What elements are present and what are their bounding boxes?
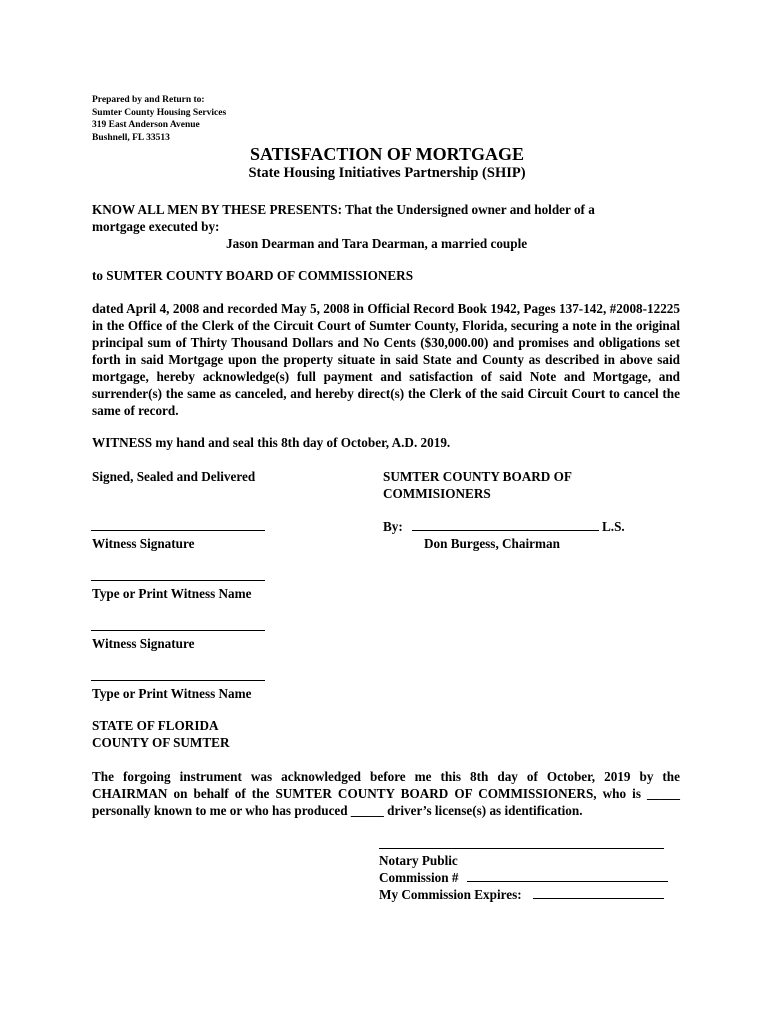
acknowledgment-line-3: personally known to me or who has produced _____ driver’s license(s) as identification. [92, 803, 583, 818]
board-name-line-1: SUMTER COUNTY BOARD OF [383, 469, 572, 484]
mortgagors-names: Jason Dearman and Tara Dearman, a married couple [226, 236, 528, 251]
chairman-signature-line [412, 530, 599, 531]
return-street: 319 East Anderson Avenue [92, 120, 200, 130]
notary-signature-line [379, 848, 664, 849]
print-witness-label-2: Type or Print Witness Name [92, 686, 252, 701]
document-title: SATISFACTION OF MORTGAGE [249, 144, 525, 164]
chairman-name: Don Burgess, Chairman [424, 536, 560, 551]
witness-line: WITNESS my hand and seal this 8th day of October, A.D. 2019. [92, 435, 451, 450]
return-city: Bushnell, FL 33513 [92, 132, 170, 143]
acknowledgment-line-2: CHAIRMAN on behalf of the SUMTER COUNTY BOARD OF COMMISSIONERS, who is _____ [92, 786, 680, 801]
commission-number-line [467, 881, 668, 882]
print-witness-line-1 [91, 580, 265, 581]
main-paragraph: dated April 4, 2008 and recorded May 5, 2008 in Official Record Book 1942, Pages 137-142, #2008-12225 in the Office of the Clerk of the Circuit Court of Sumter County, Florida, securing a note in the original principal sum of Thirty Thousand Dollars and No Cents ($30,000.00) and promises and obligations set forth in said Mortgage upon the property situate in said State and County as described in above said mortgage, hereby acknowledge(s) full payment and satisfaction of said Note and Mortgage, and surrender(s) the same as canceled, and hereby direct(s) the Clerk of the said Circuit Court to cancel the same of record. [92, 301, 680, 418]
commission-expires-line [533, 898, 664, 899]
board-name-line-2: COMMISIONERS [383, 486, 491, 501]
witness-signature-label-1: Witness Signature [92, 536, 195, 551]
witness-signature-label-2: Witness Signature [92, 636, 195, 651]
to-line: to SUMTER COUNTY BOARD OF COMMISSIONERS [92, 268, 414, 283]
signed-sealed-label: Signed, Sealed and Delivered [92, 469, 256, 484]
witness-signature-line-1 [91, 530, 265, 531]
state-label: STATE OF FLORIDA [92, 718, 219, 733]
print-witness-label-1: Type or Print Witness Name [92, 586, 252, 601]
intro-line-1: KNOW ALL MEN BY THESE PRESENTS: That the Undersigned owner and holder of a [92, 202, 595, 217]
ls-label: L.S. [602, 519, 625, 534]
notary-public-label: Notary Public [379, 853, 458, 868]
commission-number-label: Commission # [379, 870, 459, 885]
intro-line-2: mortgage executed by: [92, 219, 220, 234]
by-label: By: [383, 519, 403, 534]
prepared-by-label: Prepared by and Return to: [92, 95, 205, 105]
return-org: Sumter County Housing Services [92, 107, 227, 118]
commission-expires-label: My Commission Expires: [379, 887, 522, 902]
print-witness-line-2 [91, 680, 265, 681]
document-subtitle: State Housing Initiatives Partnership (SHIP) [248, 165, 526, 181]
county-label: COUNTY OF SUMTER [92, 735, 230, 750]
witness-signature-line-2 [91, 630, 265, 631]
acknowledgment-line-1: The forgoing instrument was acknowledged before me this 8th day of October, 2019 by the [92, 769, 680, 784]
